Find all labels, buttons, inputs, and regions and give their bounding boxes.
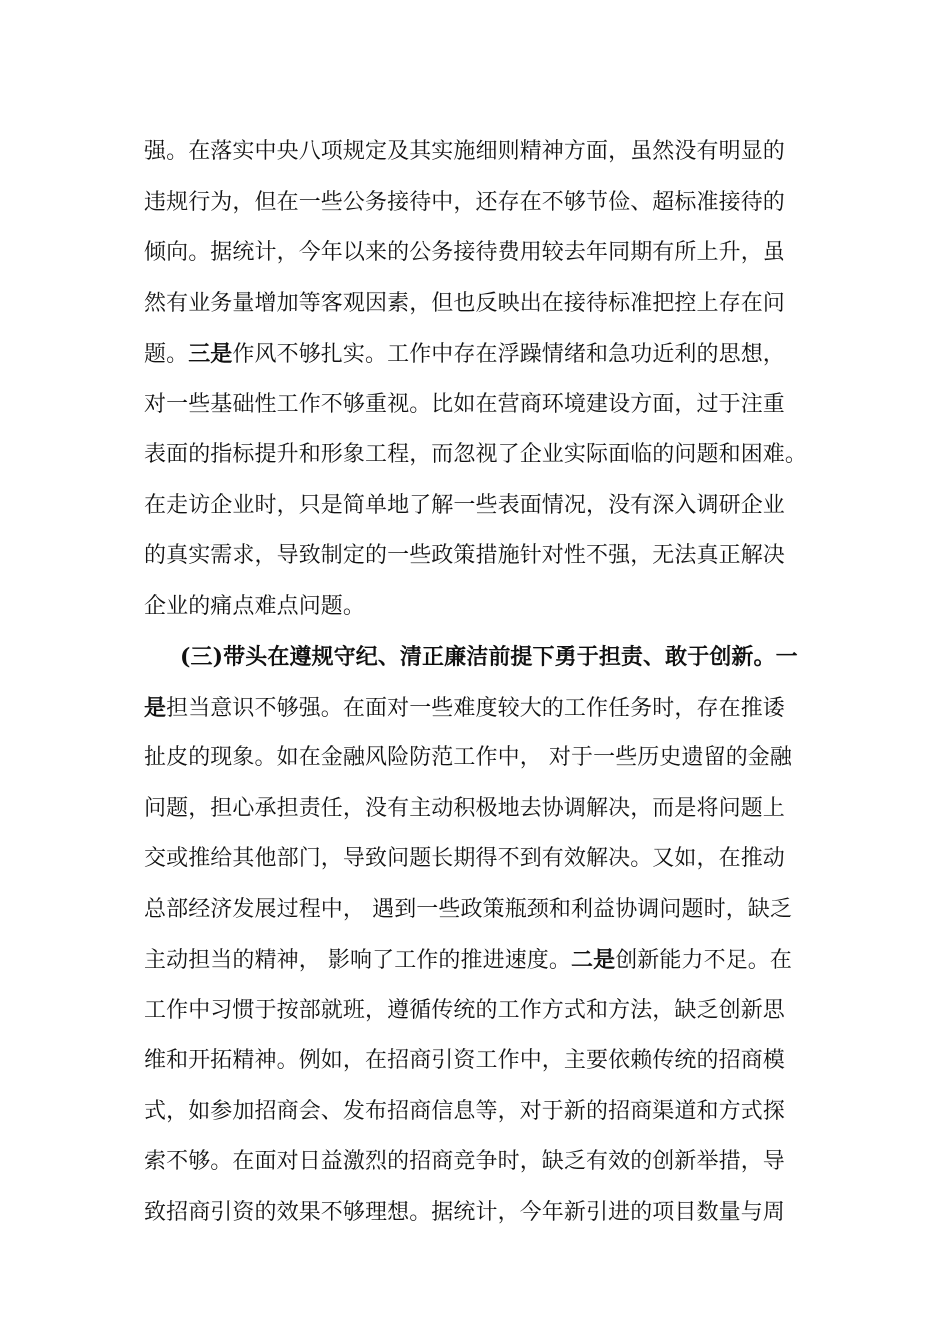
text-line: [144, 986, 824, 1037]
text-line: [144, 178, 824, 229]
text-line: [144, 531, 824, 582]
text-line: [144, 481, 824, 532]
bold-marker: 是: [144, 694, 167, 721]
text-run: 交或推给其他部门，导致问题长期得不到有效解决。又如，在推动: [144, 846, 785, 871]
text-line: [144, 1188, 824, 1239]
text-line: [144, 329, 824, 380]
text-line: [144, 430, 824, 481]
text-line: [144, 279, 824, 330]
text-run: 表面的指标提升和形象工程，而忽视了企业实际面临的问题和困难。: [144, 442, 808, 467]
text-run: 然有业务量增加等客观因素，但也反映出在接待标准把控上存在问: [144, 290, 785, 316]
text-run: 工作中习惯于按部就班，遵循传统的工作方式和方法，缺乏创新思: [144, 997, 785, 1023]
bold-marker: 二是: [571, 947, 616, 973]
text-run: 问题，担心承担责任，没有主动积极地去协调解决，而是将问题上: [144, 795, 785, 821]
text-run: 作风不够扎实。工作中存在浮躁情绪和急功近利的思想，: [232, 342, 785, 367]
text-line: [144, 784, 824, 835]
text-line: [144, 683, 824, 734]
bold-marker: 三是: [188, 341, 233, 367]
text-line: [144, 935, 824, 986]
text-run: 倾向。据统计，今年以来的公务接待费用较去年同期有所上升，虽: [144, 240, 785, 265]
text-run: 在走访企业时，只是简单地了解一些表面情况，没有深入调研企业: [144, 492, 785, 518]
text-line: [144, 380, 824, 431]
text-run: 的真实需求，导致制定的一些政策措施针对性不强，无法真正解决: [144, 543, 785, 568]
text-line: [144, 1036, 824, 1087]
text-line: [144, 582, 824, 633]
text-run: 总部经济发展过程中， 遇到一些政策瓶颈和利益协调问题时，缺乏: [144, 896, 792, 922]
text-run: 致招商引资的效果不够理想。据统计，今年新引进的项目数量与周: [144, 1199, 785, 1225]
text-run: 索不够。在面对日益激烈的招商竞争时，缺乏有效的创新举措，导: [144, 1149, 785, 1174]
text-run: 企业的痛点难点问题。: [144, 593, 366, 619]
text-line: [144, 1137, 824, 1188]
text-line: [144, 834, 824, 885]
section-heading: [144, 632, 824, 683]
text-run: 创新能力不足。在: [615, 948, 793, 973]
document-body: [144, 127, 824, 1238]
text-run: 题。: [144, 342, 189, 367]
text-line: [144, 127, 824, 178]
text-line: [144, 885, 824, 936]
text-run: 对一些基础性工作不够重视。比如在营商环境建设方面，过于注重: [144, 391, 785, 417]
text-line: [144, 228, 824, 279]
text-run: 扯皮的现象。如在金融风险防范工作中， 对于一些历史遗留的金融: [144, 745, 792, 770]
text-run: 维和开拓精神。例如，在招商引资工作中，主要依赖传统的招商模: [144, 1048, 785, 1073]
text-line: [144, 1087, 824, 1138]
text-run: 主动担当的精神， 影响了工作的推进速度。: [144, 948, 571, 973]
text-run: 式，如参加招商会、发布招商信息等，对于新的招商渠道和方式探: [144, 1098, 785, 1124]
text-run: 担当意识不够强。在面对一些难度较大的工作任务时，存在推诿: [166, 695, 785, 721]
heading-text: (三)带头在遵规守纪、清正廉洁前提下勇于担责、敢于创新。一: [180, 644, 798, 670]
text-run: 违规行为，但在一些公务接待中，还存在不够节俭、超标准接待的: [144, 189, 785, 215]
text-run: 强。在落实中央八项规定及其实施细则精神方面，虽然没有明显的: [144, 139, 785, 164]
text-line: [144, 733, 824, 784]
